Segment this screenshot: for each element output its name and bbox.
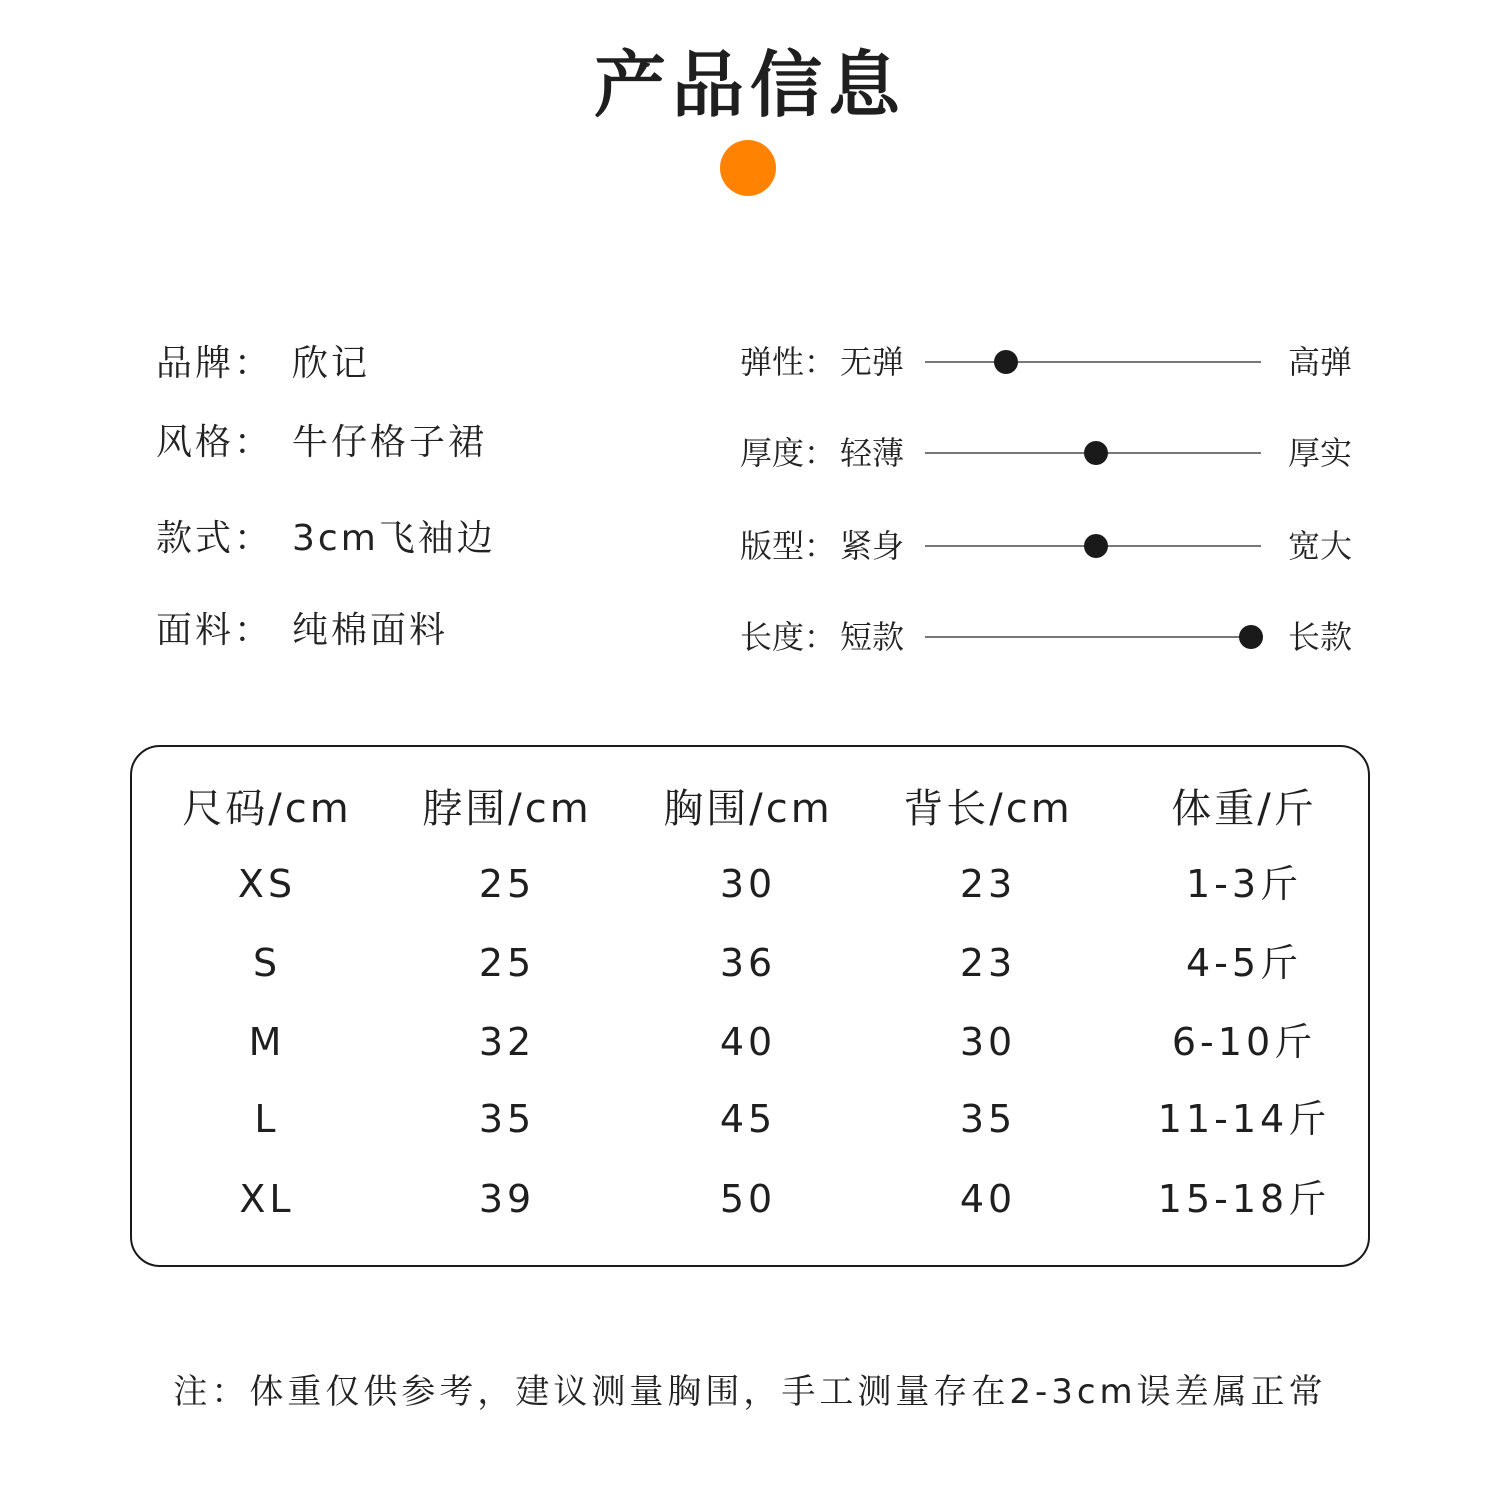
table-row: [132, 933, 1368, 993]
scale-elasticity: [740, 340, 1360, 384]
scale-track: [925, 545, 1261, 547]
scale-label: 长度：: [740, 618, 837, 656]
scale-min-label: 无弹: [840, 343, 905, 381]
accent-dot: [720, 140, 776, 196]
table-header-cell: 脖围/cm: [422, 786, 592, 832]
table-cell: 32: [478, 1020, 536, 1064]
scale-max-label: 宽大: [1288, 527, 1353, 565]
table-cell: 36: [719, 941, 777, 985]
attr-label: 风格：: [156, 422, 274, 463]
attr-row-style: [156, 421, 487, 465]
table-cell: 25: [478, 941, 536, 985]
scale-max-label: 高弹: [1288, 343, 1353, 381]
attr-row-design: [156, 517, 496, 561]
scale-track: [925, 361, 1261, 363]
scale-knob: [1084, 441, 1108, 465]
scale-label: 弹性：: [740, 343, 837, 381]
scale-label: 厚度：: [740, 434, 837, 472]
table-cell: 23: [959, 862, 1017, 906]
table-cell: S: [252, 941, 282, 985]
table-cell: 40: [959, 1177, 1017, 1221]
attr-label: 品牌：: [156, 343, 274, 384]
footnote: 注：体重仅供参考，建议测量胸围，手工测量存在2-3cm误差属正常: [173, 1372, 1327, 1412]
attr-value: 纯棉面料: [292, 610, 449, 651]
table-header-cell: 尺码/cm: [182, 786, 352, 832]
table-row: [132, 1169, 1368, 1229]
scale-knob: [994, 350, 1018, 374]
table-cell: XS: [237, 862, 297, 906]
table-cell: 4-5斤: [1185, 941, 1303, 985]
table-row: [132, 1012, 1368, 1072]
table-cell: 50: [719, 1177, 777, 1221]
table-cell: 30: [959, 1020, 1017, 1064]
table-cell: M: [248, 1020, 286, 1064]
table-cell: 35: [478, 1097, 536, 1141]
scale-length: [740, 615, 1360, 659]
scale-min-label: 轻薄: [840, 434, 905, 472]
table-cell: 45: [719, 1097, 777, 1141]
table-cell: 35: [959, 1097, 1017, 1141]
attr-row-fabric: [156, 609, 448, 653]
scale-thickness: [740, 431, 1360, 475]
scale-label: 版型：: [740, 527, 837, 565]
attr-value: 欣记: [292, 343, 371, 384]
table-header-cell: 背长/cm: [903, 786, 1073, 832]
scale-knob: [1239, 625, 1263, 649]
page-title: 产品信息: [593, 43, 906, 127]
scale-track: [925, 636, 1261, 638]
attr-value: 牛仔格子裙: [292, 422, 488, 463]
scale-max-label: 厚实: [1288, 434, 1353, 472]
table-cell: XL: [239, 1177, 295, 1221]
table-cell: 6-10斤: [1171, 1020, 1317, 1064]
attr-label: 面料：: [156, 610, 274, 651]
scale-fit: [740, 524, 1360, 568]
scale-min-label: 紧身: [840, 527, 905, 565]
table-header-cell: 胸围/cm: [663, 786, 833, 832]
table-cell: 39: [478, 1177, 536, 1221]
table-cell: 30: [719, 862, 777, 906]
table-cell: 1-3斤: [1185, 862, 1303, 906]
table-cell: 40: [719, 1020, 777, 1064]
table-header-cell: 体重/斤: [1171, 786, 1317, 832]
scale-track: [925, 452, 1261, 454]
attr-label: 款式：: [156, 518, 274, 559]
scale-min-label: 短款: [840, 618, 905, 656]
table-row: [132, 854, 1368, 914]
table-header-row: [132, 779, 1368, 839]
scale-knob: [1084, 534, 1108, 558]
attr-value: 3cm飞袖边: [292, 518, 496, 559]
attr-row-brand: [156, 342, 370, 386]
table-cell: 15-18斤: [1157, 1177, 1331, 1221]
table-cell: L: [254, 1097, 280, 1141]
size-table: [130, 745, 1370, 1267]
table-cell: 23: [959, 941, 1017, 985]
table-row: [132, 1089, 1368, 1149]
scale-max-label: 长款: [1288, 618, 1353, 656]
table-cell: 11-14斤: [1157, 1097, 1331, 1141]
table-cell: 25: [478, 862, 536, 906]
